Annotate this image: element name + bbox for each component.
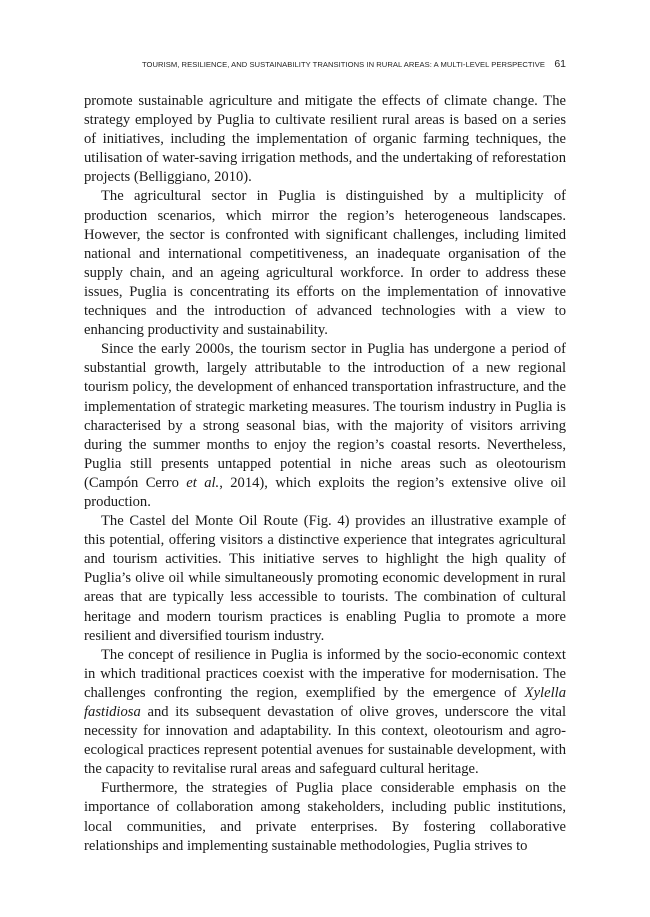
paragraph-3-text-a: Since the early 2000s, the tourism sector in Puglia has undergone a period of substantial growth, largely attributable to the introduction of a new regional tourism policy, the development of enhanced transportation infrastructure, and the implementation of strategic marketing measures. The tourism industry in Puglia is characterised by a strong seasonal bias, with the majority of visitors arriving during the summer months to enjoy the region’s coastal resorts. Nevertheless, Puglia still presents untapped potential in niche areas such as oleotourism (Campón Cerro [84, 341, 566, 491]
paragraph-5 [84, 646, 566, 780]
paragraph-1: promote sustainable agriculture and mitigate the effects of climate change. The strategy employed by Puglia to cultivate resilient rural areas is based on a series of initiatives, including the implementation of organic farming techniques, the utilisation of water-saving irrigation methods, and the undertaking of reforestation projects (Belliggiano, 2010). [84, 93, 566, 186]
paragraph-2: The agricultural sector in Puglia is distinguished by a multiplicity of production scenarios, which mirror the region’s heterogeneous landscapes. However, the sector is confronted with significant challenges, including limited national and international competitiveness, an inadequate organisation of the supply chain, and an ageing agricultural workforce. In order to address these issues, Puglia is concentrating its efforts on the implementation of innovative techniques and the introduction of advanced technologies with a view to enhancing productivity and sustainability. [84, 188, 566, 339]
paragraph-3-text-b: , 2014), which exploits the region’s extensive olive oil production. [84, 474, 566, 510]
body-text [84, 92, 566, 856]
species-name: Xylella fastidiosa [84, 684, 566, 720]
paragraph-5-text-a: The concept of resilience in Puglia is informed by the socio-economic context in which traditional practices coexist with the imperative for modernisation. The challenges confronting the region, exemplified by the emergence of [84, 646, 566, 701]
citation-et-al: et al. [186, 474, 220, 491]
paragraph-3 [84, 340, 566, 512]
page-number: 61 [554, 58, 566, 70]
paragraph-5-text-b: and its subsequent devastation of olive groves, underscore the vital necessity for innovation and adaptability. In this context, oleotourism and agro-ecological practices represent potential avenues for sustainable development, with the capacity to revitalise rural areas and safeguard cultural heritage. [84, 704, 566, 778]
paragraph-4: The Castel del Monte Oil Route (Fig. 4) provides an illustrative example of this potential, offering visitors a distinctive experience that integrates agricultural and tourism activities. This initiative serves to highlight the high quality of Puglia’s olive oil while simultaneously promoting economic development in rural areas that are typically less accessible to tourists. The combination of cultural heritage and modern tourism practices is enabling Puglia to promote a more resilient and diversified tourism industry. [84, 513, 566, 644]
running-header [84, 58, 566, 70]
running-title: TOURISM, RESILIENCE, AND SUSTAINABILITY TRANSITIONS IN RURAL AREAS: A MULTI-LEVEL PERSPECTIVE [142, 60, 545, 69]
paragraph-6: Furthermore, the strategies of Puglia place considerable emphasis on the importance of collaboration among stakeholders, including public institutions, local communities, and private enterprises. By fostering collaborative relationships and implementing sustainable methodologies, Puglia strives to [84, 780, 566, 854]
